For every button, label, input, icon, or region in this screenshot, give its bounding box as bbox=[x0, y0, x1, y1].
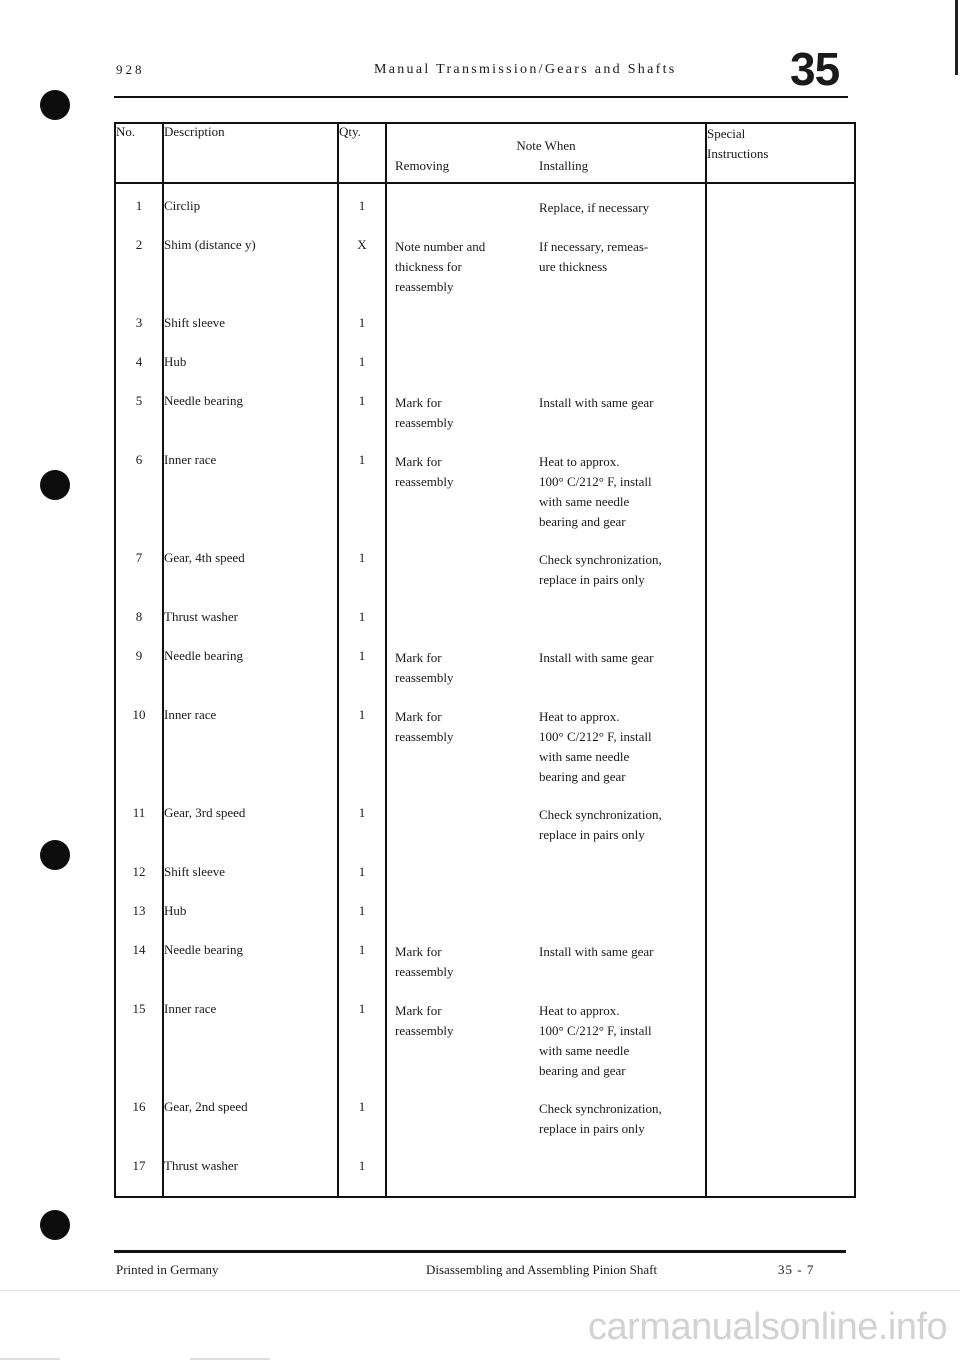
note-installing bbox=[539, 393, 705, 413]
note-line: Replace, if necessary bbox=[539, 200, 650, 215]
item-qty: 1 bbox=[338, 942, 386, 1001]
table-row bbox=[115, 707, 855, 805]
item-description: Hub bbox=[163, 903, 338, 942]
item-qty: 1 bbox=[338, 198, 386, 237]
item-number: 11 bbox=[115, 805, 163, 864]
column-header-description: Description bbox=[163, 123, 338, 183]
item-qty: 1 bbox=[338, 1001, 386, 1099]
item-qty: 1 bbox=[338, 393, 386, 452]
item-description: Needle bearing bbox=[163, 942, 338, 1001]
item-number: 8 bbox=[115, 609, 163, 648]
note-line: Mark for bbox=[395, 395, 442, 410]
item-description: Circlip bbox=[163, 198, 338, 237]
item-note-when bbox=[386, 315, 706, 354]
item-qty: 1 bbox=[338, 1099, 386, 1158]
item-qty: 1 bbox=[338, 550, 386, 609]
item-qty: X bbox=[338, 237, 386, 315]
note-line: Mark for bbox=[395, 650, 442, 665]
table-row bbox=[115, 864, 855, 903]
item-description: Shift sleeve bbox=[163, 864, 338, 903]
item-number: 2 bbox=[115, 237, 163, 315]
item-number: 12 bbox=[115, 864, 163, 903]
note-line: If necessary, remeas- bbox=[539, 239, 649, 254]
item-special-instructions bbox=[706, 864, 855, 903]
table-header-row bbox=[115, 123, 855, 183]
table-row bbox=[115, 393, 855, 452]
table-body bbox=[115, 183, 855, 1197]
note-line: Mark for bbox=[395, 709, 442, 724]
note-installing bbox=[539, 550, 705, 590]
item-qty: 1 bbox=[338, 609, 386, 648]
footer-rule bbox=[114, 1250, 846, 1253]
item-qty: 1 bbox=[338, 805, 386, 864]
item-special-instructions bbox=[706, 550, 855, 609]
note-line: 100° C/212° F, install bbox=[539, 474, 652, 489]
note-removing bbox=[395, 452, 525, 492]
note-line: Check synchronization, bbox=[539, 807, 662, 822]
note-line: reassembly bbox=[395, 729, 454, 744]
note-removing bbox=[395, 707, 525, 747]
item-number: 13 bbox=[115, 903, 163, 942]
note-line: reassembly bbox=[395, 279, 454, 294]
item-number: 6 bbox=[115, 452, 163, 550]
item-note-when bbox=[386, 354, 706, 393]
item-special-instructions bbox=[706, 942, 855, 1001]
note-line: Check synchronization, bbox=[539, 1101, 662, 1116]
note-line: Note number and bbox=[395, 239, 486, 254]
note-removing bbox=[395, 1001, 525, 1041]
table-row bbox=[115, 315, 855, 354]
note-line: with same needle bbox=[539, 1043, 630, 1058]
installing-label: Installing bbox=[539, 158, 589, 173]
item-note-when bbox=[386, 393, 706, 452]
table-row bbox=[115, 1158, 855, 1182]
note-installing bbox=[539, 1099, 705, 1139]
item-number: 10 bbox=[115, 707, 163, 805]
table-bottom-spacer bbox=[115, 1182, 855, 1197]
column-header-qty: Qty. bbox=[338, 123, 386, 183]
item-qty: 1 bbox=[338, 354, 386, 393]
table-row bbox=[115, 237, 855, 315]
item-special-instructions bbox=[706, 198, 855, 237]
note-line: replace in pairs only bbox=[539, 572, 645, 587]
table-row bbox=[115, 452, 855, 550]
item-description: Thrust washer bbox=[163, 1158, 338, 1182]
page-title: Manual Transmission/Gears and Shafts bbox=[374, 62, 677, 77]
item-number: 9 bbox=[115, 648, 163, 707]
item-number: 5 bbox=[115, 393, 163, 452]
page-edge-mark bbox=[955, 0, 958, 75]
note-when-label: Note When bbox=[516, 138, 576, 153]
item-special-instructions bbox=[706, 1001, 855, 1099]
column-header-note-when bbox=[386, 123, 706, 183]
note-removing bbox=[395, 237, 525, 297]
item-description: Shim (distance y) bbox=[163, 237, 338, 315]
note-installing bbox=[539, 237, 705, 277]
item-special-instructions bbox=[706, 393, 855, 452]
note-line: Mark for bbox=[395, 1003, 442, 1018]
item-note-when bbox=[386, 609, 706, 648]
item-qty: 1 bbox=[338, 1158, 386, 1182]
item-note-when bbox=[386, 1001, 706, 1099]
note-line: Mark for bbox=[395, 944, 442, 959]
item-special-instructions bbox=[706, 609, 855, 648]
item-description: Inner race bbox=[163, 707, 338, 805]
note-installing bbox=[539, 452, 705, 532]
special-label-line: Special bbox=[707, 126, 746, 141]
item-qty: 1 bbox=[338, 452, 386, 550]
note-line: Install with same gear bbox=[539, 650, 654, 665]
page-number: 35 - 7 bbox=[778, 1262, 815, 1277]
note-installing bbox=[539, 648, 705, 668]
watermark-text: carmanualsonline.info bbox=[588, 1306, 948, 1348]
item-number: 16 bbox=[115, 1099, 163, 1158]
note-line: replace in pairs only bbox=[539, 827, 645, 842]
note-line: with same needle bbox=[539, 749, 630, 764]
item-special-instructions bbox=[706, 805, 855, 864]
header-rule bbox=[114, 96, 848, 98]
item-number: 1 bbox=[115, 198, 163, 237]
binder-hole bbox=[40, 90, 70, 120]
note-line: thickness for bbox=[395, 259, 462, 274]
note-line: reassembly bbox=[395, 474, 454, 489]
item-special-instructions bbox=[706, 707, 855, 805]
note-line: reassembly bbox=[395, 964, 454, 979]
item-note-when bbox=[386, 1158, 706, 1182]
binder-hole bbox=[40, 470, 70, 500]
note-line: 100° C/212° F, install bbox=[539, 1023, 652, 1038]
item-description: Hub bbox=[163, 354, 338, 393]
item-qty: 1 bbox=[338, 315, 386, 354]
item-note-when bbox=[386, 864, 706, 903]
item-note-when bbox=[386, 805, 706, 864]
item-number: 14 bbox=[115, 942, 163, 1001]
note-line: with same needle bbox=[539, 494, 630, 509]
binder-hole bbox=[40, 1210, 70, 1240]
table-row bbox=[115, 648, 855, 707]
item-number: 3 bbox=[115, 315, 163, 354]
item-note-when bbox=[386, 452, 706, 550]
table-row bbox=[115, 550, 855, 609]
note-removing bbox=[395, 648, 525, 688]
table-row bbox=[115, 198, 855, 237]
note-line: ure thickness bbox=[539, 259, 608, 274]
note-line: Install with same gear bbox=[539, 944, 654, 959]
removing-label: Removing bbox=[395, 158, 450, 173]
item-description: Thrust washer bbox=[163, 609, 338, 648]
item-note-when bbox=[386, 1099, 706, 1158]
note-installing bbox=[539, 805, 705, 845]
table-row bbox=[115, 354, 855, 393]
item-description: Needle bearing bbox=[163, 393, 338, 452]
item-note-when bbox=[386, 237, 706, 315]
item-number: 17 bbox=[115, 1158, 163, 1182]
item-number: 7 bbox=[115, 550, 163, 609]
note-line: Check synchronization, bbox=[539, 552, 662, 567]
item-special-instructions bbox=[706, 315, 855, 354]
item-qty: 1 bbox=[338, 864, 386, 903]
item-description: Needle bearing bbox=[163, 648, 338, 707]
item-qty: 1 bbox=[338, 707, 386, 805]
binder-hole bbox=[40, 840, 70, 870]
item-description: Gear, 2nd speed bbox=[163, 1099, 338, 1158]
note-line: Mark for bbox=[395, 454, 442, 469]
item-special-instructions bbox=[706, 648, 855, 707]
item-note-when bbox=[386, 198, 706, 237]
note-line: 100° C/212° F, install bbox=[539, 729, 652, 744]
item-number: 15 bbox=[115, 1001, 163, 1099]
item-special-instructions bbox=[706, 237, 855, 315]
note-line: bearing and gear bbox=[539, 769, 626, 784]
note-installing bbox=[539, 198, 705, 218]
note-installing bbox=[539, 707, 705, 787]
footer-section-title: Disassembling and Assembling Pinion Shaft bbox=[426, 1262, 658, 1277]
table-row bbox=[115, 903, 855, 942]
item-note-when bbox=[386, 648, 706, 707]
item-note-when bbox=[386, 942, 706, 1001]
model-number: 928 bbox=[116, 62, 145, 77]
note-line: Heat to approx. bbox=[539, 454, 620, 469]
item-description: Gear, 4th speed bbox=[163, 550, 338, 609]
item-special-instructions bbox=[706, 354, 855, 393]
table-row bbox=[115, 609, 855, 648]
scan-mark bbox=[190, 1358, 270, 1360]
special-label-line: Instructions bbox=[707, 146, 769, 161]
watermark-divider bbox=[0, 1290, 960, 1291]
parts-table bbox=[114, 122, 856, 1198]
item-special-instructions bbox=[706, 1099, 855, 1158]
column-header-no: No. bbox=[115, 123, 163, 183]
column-header-special bbox=[706, 123, 855, 183]
item-description: Gear, 3rd speed bbox=[163, 805, 338, 864]
table-row bbox=[115, 1001, 855, 1099]
note-installing bbox=[539, 942, 705, 962]
table-row bbox=[115, 1099, 855, 1158]
note-line: bearing and gear bbox=[539, 1063, 626, 1078]
note-removing bbox=[395, 393, 525, 433]
note-line: reassembly bbox=[395, 670, 454, 685]
note-line: Heat to approx. bbox=[539, 709, 620, 724]
item-description: Inner race bbox=[163, 1001, 338, 1099]
item-special-instructions bbox=[706, 452, 855, 550]
table-row bbox=[115, 805, 855, 864]
note-line: Heat to approx. bbox=[539, 1003, 620, 1018]
item-note-when bbox=[386, 903, 706, 942]
note-line: reassembly bbox=[395, 415, 454, 430]
note-line: bearing and gear bbox=[539, 514, 626, 529]
item-note-when bbox=[386, 550, 706, 609]
item-special-instructions bbox=[706, 1158, 855, 1182]
note-removing bbox=[395, 942, 525, 982]
section-number: 35 bbox=[790, 43, 840, 95]
note-line: Install with same gear bbox=[539, 395, 654, 410]
note-line: reassembly bbox=[395, 1023, 454, 1038]
item-number: 4 bbox=[115, 354, 163, 393]
item-qty: 1 bbox=[338, 903, 386, 942]
item-note-when bbox=[386, 707, 706, 805]
item-description: Shift sleeve bbox=[163, 315, 338, 354]
scan-mark bbox=[0, 1358, 60, 1360]
item-description: Inner race bbox=[163, 452, 338, 550]
note-installing bbox=[539, 1001, 705, 1081]
note-line: replace in pairs only bbox=[539, 1121, 645, 1136]
table-row bbox=[115, 942, 855, 1001]
footer-printed: Printed in Germany bbox=[116, 1262, 219, 1277]
item-special-instructions bbox=[706, 903, 855, 942]
item-qty: 1 bbox=[338, 648, 386, 707]
